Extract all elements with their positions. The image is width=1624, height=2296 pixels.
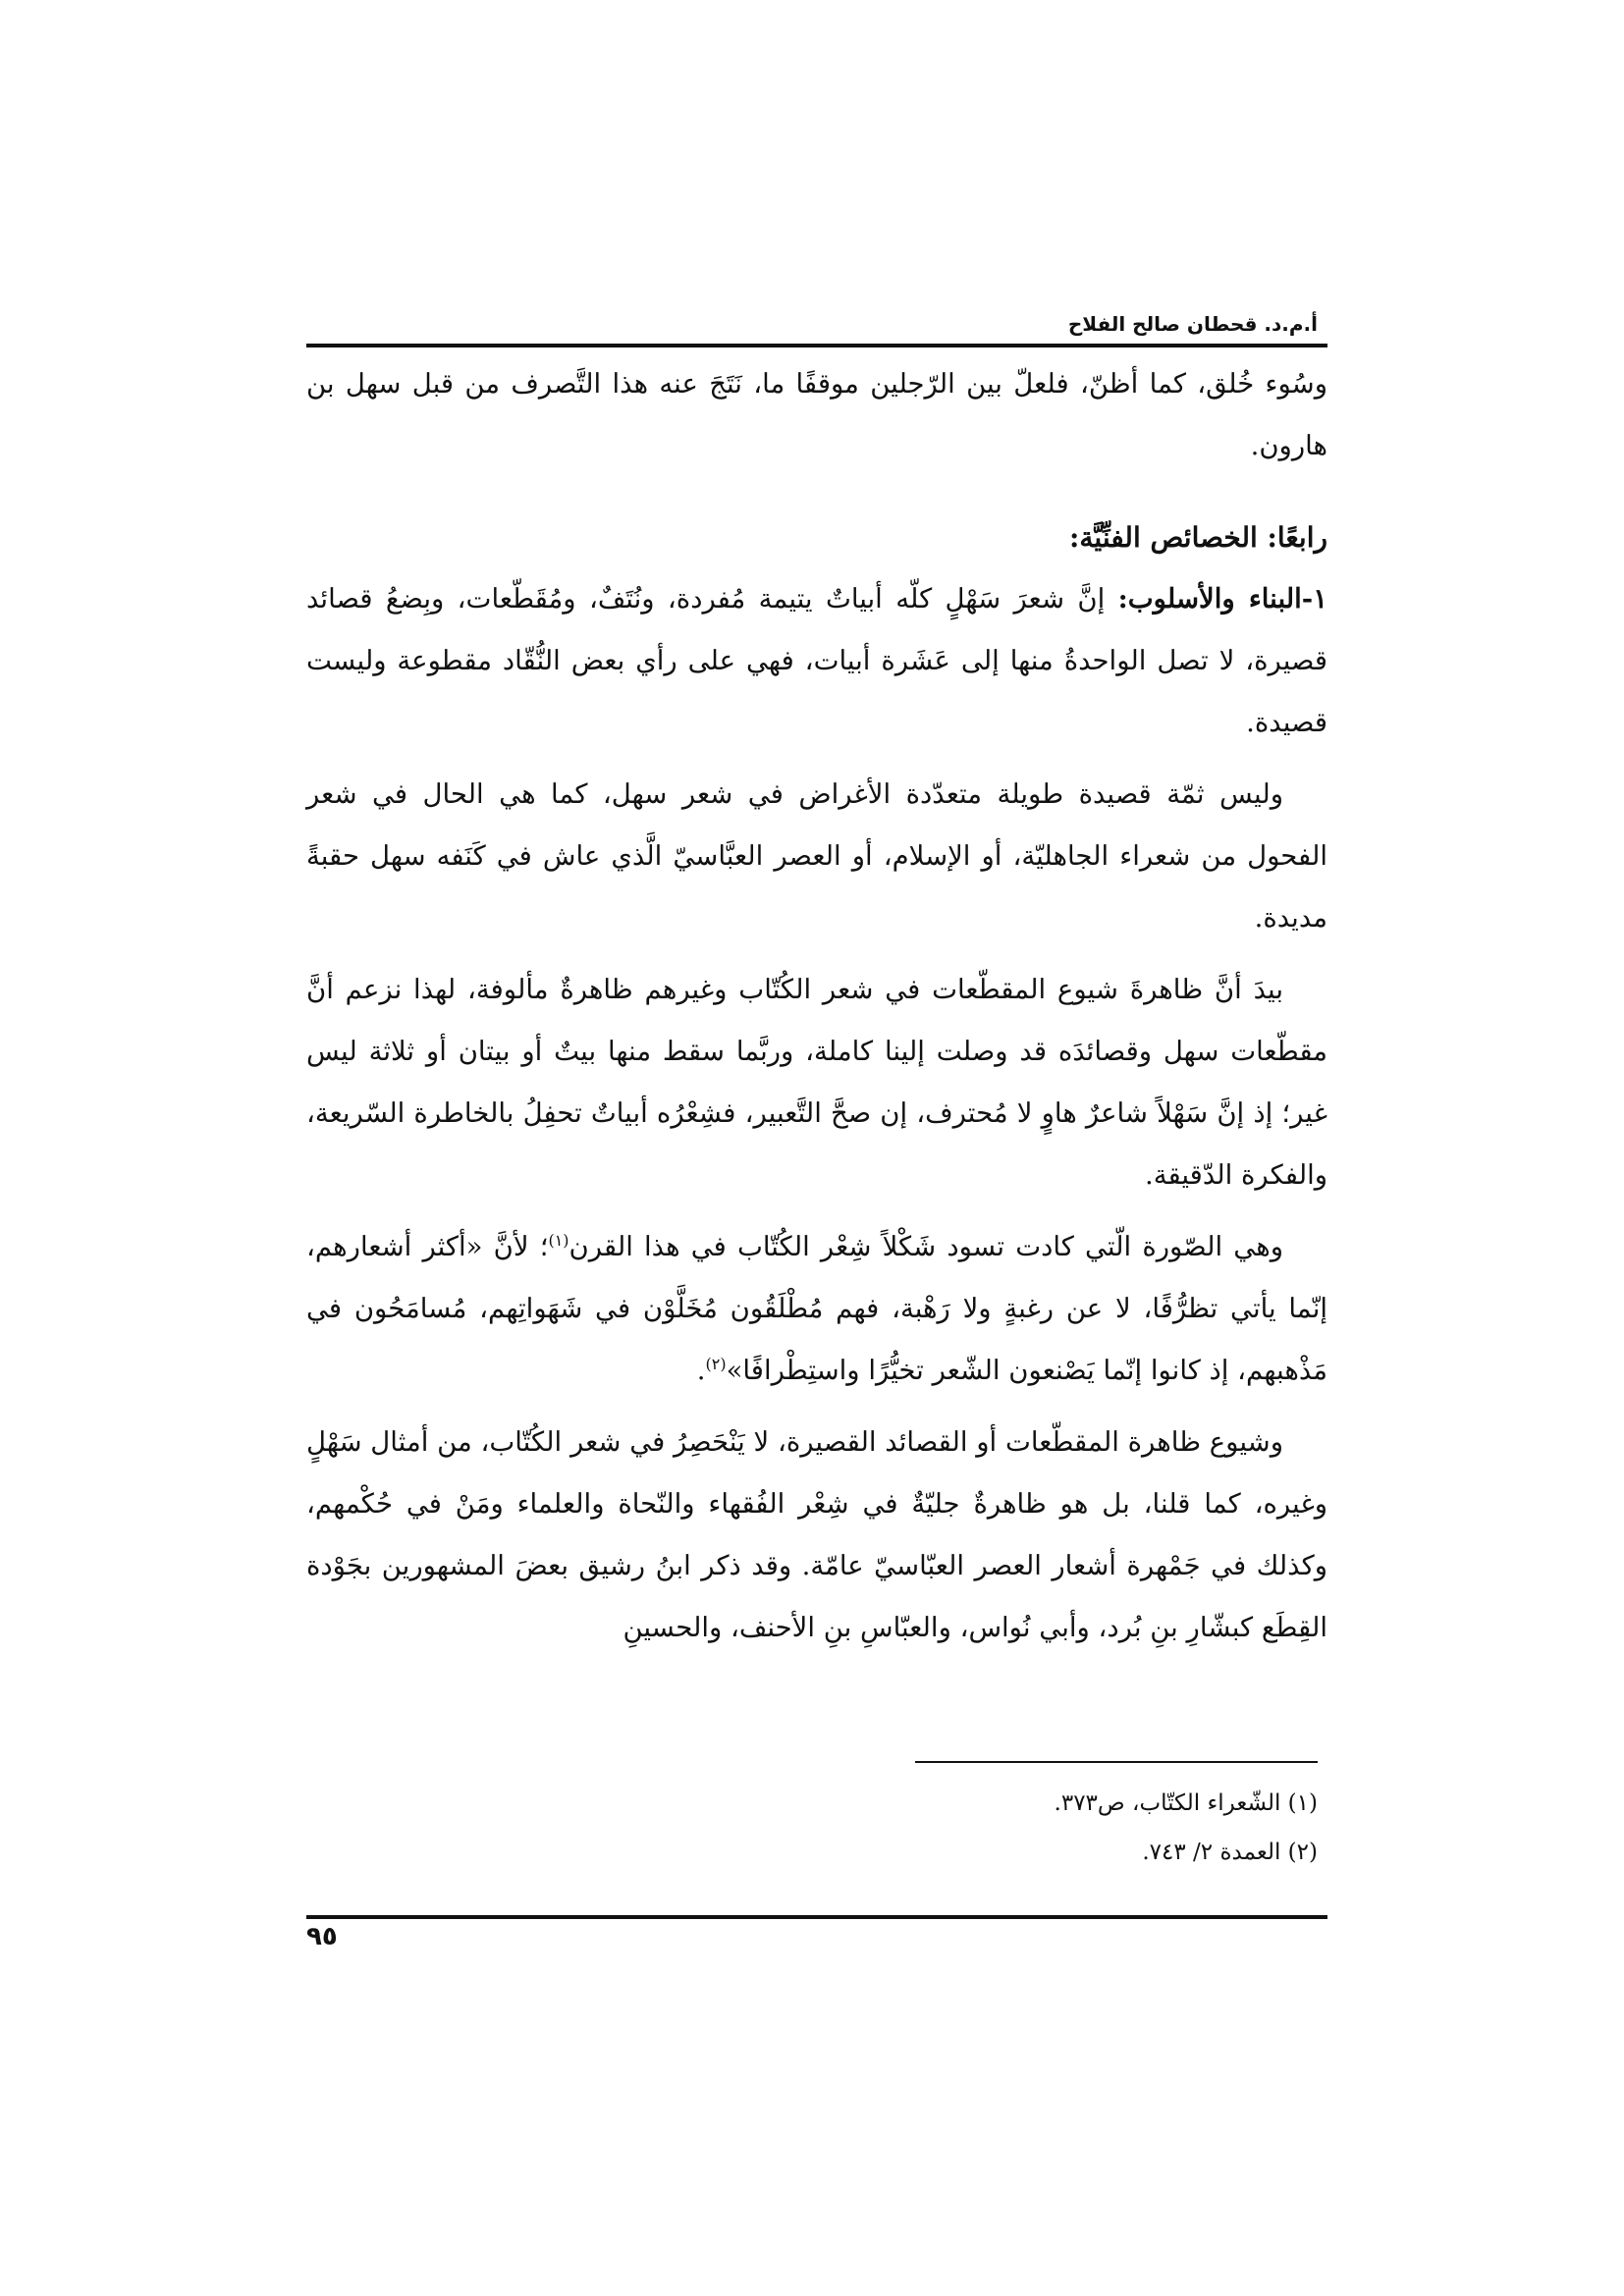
paragraph-4-part2: ؛ لأنَّ «أكثر أشعارهم، إنّما يأتي تظرُّفًا، لا عن رغبةٍ ولا رَهْبة، فهم مُطْلَقُون مُخَلَّوْن في شَهَواتِهم، مُسامَحُون في مَذْهبهم، إذ كانوا إنّما يَصْنعون الشّعر تخيُّرًا واستِطْرافًا» xyxy=(306,1231,1327,1386)
running-header-author: أ.م.د. قحطان صالح الفلاح xyxy=(1067,312,1318,336)
section-heading: رابعًا: الخصائص الفنِّيَّة: xyxy=(1069,521,1327,554)
footnote-ref-1[interactable]: (١) xyxy=(548,1230,569,1250)
paragraph-4 xyxy=(306,1216,1327,1402)
paragraph-4-part1: وهي الصّورة الّتي كادت تسود شَكْلاً شِعْر الكُتّاب في هذا القرن xyxy=(568,1231,1283,1262)
footer-rule xyxy=(306,1915,1327,1919)
footnote-1: (١) الشّعراء الكتّاب، ص٣٧٣. xyxy=(1054,1790,1318,1816)
footnotes xyxy=(297,1779,1318,1877)
footnote-2: (٢) العمدة ٢/ ٧٤٣. xyxy=(1142,1840,1318,1865)
paragraph-3: بيدَ أنَّ ظاهرةَ شيوع المقطّعات في شعر الكُتّاب وغيرهم ظاهرةٌ مألوفة، لهذا نزعم أنَّ مقطّعات سهل وقصائدَه قد وصلت إلينا كاملة، وربَّما سقط منها بيتٌ أو بيتان أو ثلاثة ليس غير؛ إذ إنَّ سَهْلاً شاعرٌ هاوٍ لا مُحترف، إن صحَّ التَّعبير، فشِعْرُه أبياتٌ تحفِلُ بالخاطرة السّريعة، والفكرة الدّقيقة. xyxy=(306,974,1327,1191)
page-number: ٩٥ xyxy=(306,1922,338,1951)
body-text xyxy=(306,353,1327,1669)
paragraph-intro: وسُوء خُلق، كما أظنّ، فلعلّ بين الرّجلين موقفًا ما، نَتَجَ عنه هذا التَّصرف من قبل سهل بن هارون. xyxy=(306,368,1327,461)
paragraph-2: وليس ثمّة قصيدة طويلة متعدّدة الأغراض في شعر سهل، كما هي الحال في شعر الفحول من شعراء الجاهليّة، أو الإسلام، أو العصر العبَّاسيّ الَّذي عاش في كَنَفه سهل حقبةً مديدة. xyxy=(306,778,1327,934)
paragraph-4-end: . xyxy=(696,1355,706,1386)
footnote-ref-2[interactable]: (٢) xyxy=(705,1354,727,1373)
footnote-rule xyxy=(915,1761,1318,1763)
paragraph-1-text: إنَّ شعرَ سَهْلٍ كلّه أبياتٌ يتيمة مُفردة، ونُتَفٌ، ومُقَطّعات، وبِضعُ قصائد قصيرة، لا تصل الواحدةُ منها إلى عَشَرة أبيات، فهي على رأي بعض النُّقّاد مقطوعة وليست قصيدة. xyxy=(306,583,1327,738)
paragraph-1-lead: ١-البناء والأسلوب: xyxy=(1117,583,1327,614)
paragraph-1 xyxy=(306,568,1327,754)
header-rule xyxy=(306,344,1327,347)
paragraph-5: وشيوع ظاهرة المقطّعات أو القصائد القصيرة، لا يَنْحَصِرُ في شعر الكُتّاب، من أمثال سَهْلٍ وغيره، كما قلنا، بل هو ظاهرةٌ جليّةٌ في شِعْر الفُقهاء والنّحاة والعلماء ومَنْ في حُكْمهم، وكذلك في جَمْهرة أشعار العصر العبّاسيّ عامّة. وقد ذكر ابنُ رشيق بعضَ المشهورين بجَوْدة القِطَع كبشّارِ بنِ بُرد، وأبي نُواس، والعبّاسِ بنِ الأحنف، والحسينِ xyxy=(306,1426,1327,1643)
